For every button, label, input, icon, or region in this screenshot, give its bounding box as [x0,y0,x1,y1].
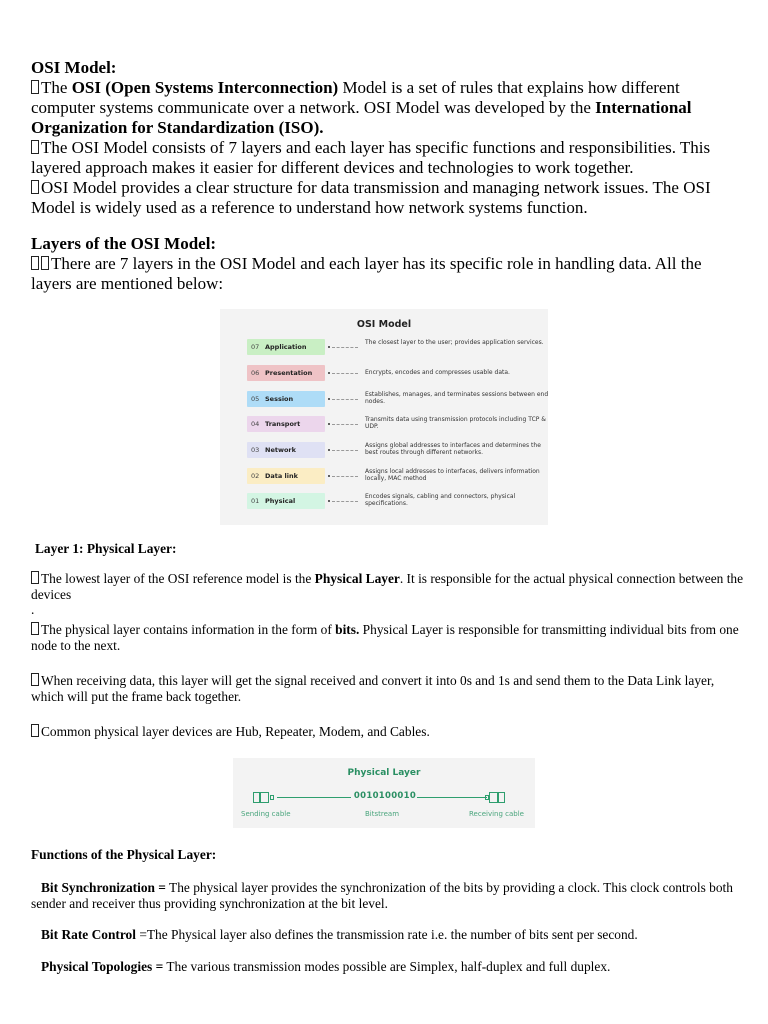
osi-layer-name: Transport [265,420,301,428]
text: The [41,78,72,97]
osi-layer-row [247,416,547,432]
connector-dot [328,372,330,374]
bullet-box-icon [31,256,39,270]
function-term: Physical Topologies = [41,959,164,974]
bullet-box-icon [31,622,39,635]
osi-model-heading: OSI Model: [31,58,117,77]
text: The OSI Model consists of 7 layers and each layer has specific functions and responsibilities. This layered approach makes it easier for different devices and technologies to work together. [31,138,711,177]
bitstream-value: 0010100010 [353,791,417,801]
text: The lowest layer of the OSI reference model is the [41,571,315,586]
bold-term: bits. [335,622,360,637]
function-text: =The Physical layer also defines the transmission rate i.e. the number of bits sent per second. [135,927,638,942]
connector-dot [328,449,330,451]
bitstream-line-left [277,797,351,798]
connector-dashes [332,373,358,374]
function-item [31,927,746,943]
layer1-paragraph-1 [31,571,746,603]
osi-layer-box [247,442,325,458]
function-text: The physical layer provides the synchronization of the bits by providing a clock. This clock controls both sender and receiver thus providing synchronization at the bit level. [31,880,733,911]
text: OSI Model provides a clear structure for data transmission and managing network issues. The OSI Model is widely used as a reference to understand how network systems function. [31,178,711,217]
sending-cable-label: Sending cable [241,810,291,818]
osi-layer-number: 05 [251,395,260,403]
connector-dashes [332,501,358,502]
osi-layer-box [247,391,325,407]
layer1-paragraph-4 [31,724,746,740]
intro-paragraph-3 [31,178,746,218]
bitstream-line-right [417,797,487,798]
physical-layer-figure [233,758,535,828]
connector-dashes [332,450,358,451]
connector-dot [328,398,330,400]
bold-term: International Organization for Standardization (ISO). [31,98,692,137]
osi-layer-row [247,391,547,407]
osi-layer-name: Network [265,446,296,454]
osi-layer-name: Session [265,395,294,403]
osi-layer-number: 02 [251,472,260,480]
layers-intro-paragraph [31,254,746,294]
osi-layer-name: Physical [265,497,296,505]
osi-layer-box [247,365,325,381]
figure-title: OSI Model [356,319,412,330]
text: When receiving data, this layer will get the signal received and convert it into 0s and 1s and send them to the Data Link layer, which will put the frame back together. [31,673,715,704]
bold-term: OSI (Open Systems Interconnection) [71,78,339,97]
text: . It is responsible for the actual physical connection between the devices [31,571,744,602]
osi-layer-description: Encrypts, encodes and compresses usable data. [365,369,510,376]
osi-layer-row [247,365,547,381]
connector-dashes [332,476,358,477]
connector-dot [328,346,330,348]
osi-layer-number: 06 [251,369,260,377]
osi-layer-description: Assigns global addresses to interfaces and determines the best routes through different networks. [365,442,541,456]
bullet-box-icon [31,140,39,154]
osi-layer-description: Transmits data using transmission protocols including TCP & UDP. [365,416,546,430]
bold-term: Physical Layer [314,571,400,586]
functions-heading: Functions of the Physical Layer: [31,847,217,862]
text: There are 7 layers in the OSI Model and each layer has its specific role in handling data. All the layers are mentioned below: [31,254,702,293]
connector-dashes [332,424,358,425]
osi-layer-name: Presentation [265,369,313,377]
text: Model is a set of rules that explains how different computer systems communicate over a network. OSI Model was developed by the [31,78,680,117]
layer1-paragraph-2 [31,622,746,654]
osi-layer-number: 04 [251,420,260,428]
osi-layer-description: The closest layer to the user; provides application services. [365,339,544,346]
text: The physical layer contains information in the form of [41,622,336,637]
bullet-box-icon [31,80,39,94]
connector-dashes [332,399,358,400]
function-text: The various transmission modes possible are Simplex, half-duplex and full duplex. [163,959,611,974]
connector-dashes [332,347,358,348]
osi-layer-box [247,493,325,509]
function-item [31,880,746,912]
stray-dot: . [31,602,35,617]
connector-dot [328,423,330,425]
bullet-box-icon [31,724,39,737]
layer1-heading: Layer 1: Physical Layer: [35,541,177,556]
intro-paragraph-2 [31,138,746,178]
osi-layer-row [247,339,547,355]
osi-layer-box [247,339,325,355]
text: Common physical layer devices are Hub, Repeater, Modem, and Cables. [41,724,430,739]
osi-model-figure [220,309,548,525]
osi-layer-description: Assigns local addresses to interfaces, delivers information locally, MAC method [365,468,540,482]
bullet-box-icon [31,180,39,194]
layers-heading: Layers of the OSI Model: [31,234,217,253]
osi-layer-description: Encodes signals, cabling and connectors, physical specifications. [365,493,516,507]
osi-layer-box [247,468,325,484]
osi-layer-row [247,468,547,484]
function-term: Bit Synchronization = [41,880,166,895]
intro-paragraph-1 [31,78,746,138]
osi-layer-name: Data link [265,472,298,480]
function-item [31,959,746,975]
osi-layer-number: 07 [251,343,260,351]
bullet-box-icon [31,673,39,686]
osi-layer-number: 01 [251,497,260,505]
bitstream-label: Bitstream [365,810,400,818]
connector-dot [328,475,330,477]
connector-dot [328,500,330,502]
text: Physical Layer is responsible for transmitting individual bits from one node to the next. [31,622,739,653]
osi-layer-name: Application [265,343,307,351]
layers-section [31,234,746,294]
osi-layer-description: Establishes, manages, and terminates sessions between end nodes. [365,391,549,405]
intro-section [31,58,746,218]
function-term: Bit Rate Control [41,927,136,942]
osi-layer-number: 03 [251,446,260,454]
figure-title: Physical Layer [347,768,421,778]
osi-layer-box [247,416,325,432]
bullet-box-icon [31,571,39,584]
receiving-cable-icon [485,792,513,803]
receiving-cable-label: Receiving cable [469,810,524,818]
bullet-box-icon [41,256,49,270]
osi-layer-row [247,442,547,458]
osi-layer-row [247,493,547,509]
layer1-paragraph-3 [31,673,746,705]
